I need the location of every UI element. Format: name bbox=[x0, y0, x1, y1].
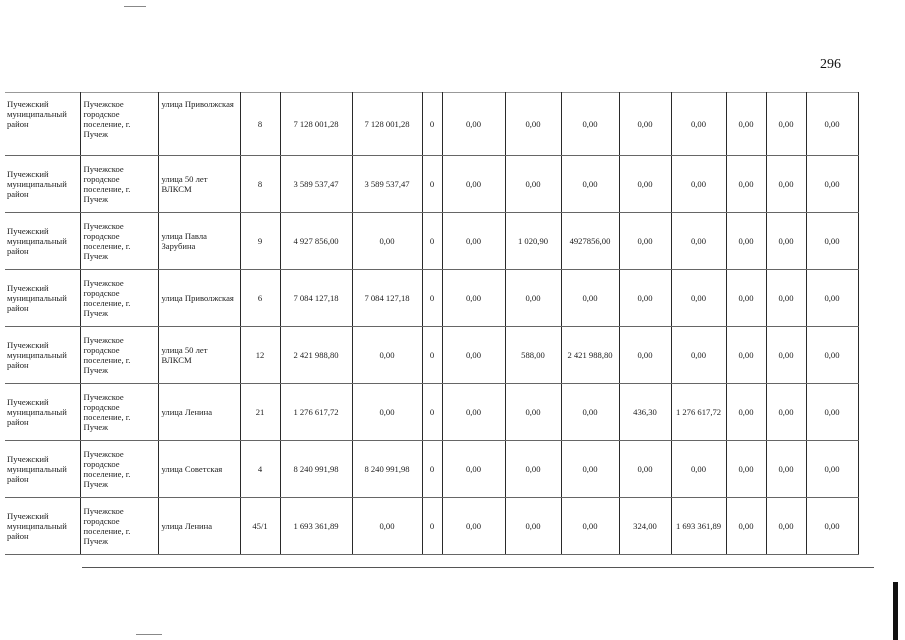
value-cell: 0,00 bbox=[561, 270, 619, 327]
settlement-cell: Пучежское городское поселение, г. Пучеж bbox=[80, 327, 158, 384]
value-cell: 0 bbox=[422, 384, 442, 441]
total-cost-cell: 1 693 361,89 bbox=[280, 498, 352, 555]
data-table bbox=[5, 92, 859, 555]
value-cell: 0,00 bbox=[442, 93, 505, 156]
district-cell: Пучежский муниципальный район bbox=[5, 270, 80, 327]
district-cell: Пучежский муниципальный район bbox=[5, 498, 80, 555]
settlement-cell: Пучежское городское поселение, г. Пучеж bbox=[80, 498, 158, 555]
table-row bbox=[5, 270, 858, 327]
table-row bbox=[5, 498, 858, 555]
street-cell: улица Ленина bbox=[158, 498, 240, 555]
value-cell: 0,00 bbox=[505, 441, 561, 498]
value-cell: 1 693 361,89 bbox=[671, 498, 726, 555]
value-cell: 0,00 bbox=[726, 441, 766, 498]
value-cell: 0,00 bbox=[766, 327, 806, 384]
street-cell: улица Ленина bbox=[158, 384, 240, 441]
settlement-cell: Пучежское городское поселение, г. Пучеж bbox=[80, 213, 158, 270]
value-cell: 0,00 bbox=[806, 93, 858, 156]
total-cost-cell: 2 421 988,80 bbox=[280, 327, 352, 384]
settlement-cell: Пучежское городское поселение, г. Пучеж bbox=[80, 441, 158, 498]
value-cell: 0,00 bbox=[561, 498, 619, 555]
table-row bbox=[5, 441, 858, 498]
value-cell: 0 bbox=[422, 327, 442, 384]
value-cell: 0 bbox=[422, 156, 442, 213]
value-cell: 0,00 bbox=[726, 93, 766, 156]
value-cell: 0,00 bbox=[806, 213, 858, 270]
value-cell: 0,00 bbox=[766, 156, 806, 213]
value-cell: 0,00 bbox=[806, 156, 858, 213]
value-cell: 7 128 001,28 bbox=[352, 93, 422, 156]
value-cell: 0,00 bbox=[766, 441, 806, 498]
value-cell: 0,00 bbox=[561, 93, 619, 156]
table-row bbox=[5, 327, 858, 384]
house-number-cell: 9 bbox=[240, 213, 280, 270]
district-cell: Пучежский муниципальный район bbox=[5, 384, 80, 441]
table-row bbox=[5, 213, 858, 270]
total-cost-cell: 7 128 001,28 bbox=[280, 93, 352, 156]
district-cell: Пучежский муниципальный район bbox=[5, 327, 80, 384]
value-cell: 1 276 617,72 bbox=[671, 384, 726, 441]
value-cell: 0,00 bbox=[766, 498, 806, 555]
value-cell: 324,00 bbox=[619, 498, 671, 555]
house-number-cell: 4 bbox=[240, 441, 280, 498]
value-cell: 0,00 bbox=[671, 270, 726, 327]
street-cell: улица Приволжская bbox=[158, 93, 240, 156]
value-cell: 0,00 bbox=[671, 156, 726, 213]
house-number-cell: 8 bbox=[240, 93, 280, 156]
settlement-cell: Пучежское городское поселение, г. Пучеж bbox=[80, 93, 158, 156]
district-cell: Пучежский муниципальный район bbox=[5, 156, 80, 213]
value-cell: 0,00 bbox=[505, 156, 561, 213]
value-cell: 436,30 bbox=[619, 384, 671, 441]
house-number-cell: 8 bbox=[240, 156, 280, 213]
value-cell: 0 bbox=[422, 441, 442, 498]
value-cell: 0,00 bbox=[619, 441, 671, 498]
house-number-cell: 21 bbox=[240, 384, 280, 441]
value-cell: 0,00 bbox=[806, 327, 858, 384]
table-body bbox=[5, 93, 858, 555]
value-cell: 0,00 bbox=[766, 213, 806, 270]
total-cost-cell: 1 276 617,72 bbox=[280, 384, 352, 441]
value-cell: 0,00 bbox=[561, 156, 619, 213]
value-cell: 0,00 bbox=[442, 156, 505, 213]
value-cell: 0,00 bbox=[806, 441, 858, 498]
value-cell: 0,00 bbox=[442, 441, 505, 498]
value-cell: 0,00 bbox=[726, 327, 766, 384]
value-cell: 0,00 bbox=[671, 213, 726, 270]
value-cell: 0,00 bbox=[726, 156, 766, 213]
value-cell: 0,00 bbox=[766, 384, 806, 441]
value-cell: 0,00 bbox=[671, 441, 726, 498]
street-cell: улица Павла Зарубина bbox=[158, 213, 240, 270]
district-cell: Пучежский муниципальный район bbox=[5, 93, 80, 156]
total-cost-cell: 4 927 856,00 bbox=[280, 213, 352, 270]
table-row bbox=[5, 93, 858, 156]
value-cell: 1 020,90 bbox=[505, 213, 561, 270]
value-cell: 3 589 537,47 bbox=[352, 156, 422, 213]
value-cell: 0 bbox=[422, 270, 442, 327]
value-cell: 2 421 988,80 bbox=[561, 327, 619, 384]
value-cell: 0,00 bbox=[671, 327, 726, 384]
district-cell: Пучежский муниципальный район bbox=[5, 213, 80, 270]
value-cell: 0,00 bbox=[442, 498, 505, 555]
value-cell: 0,00 bbox=[726, 498, 766, 555]
value-cell: 0,00 bbox=[442, 270, 505, 327]
value-cell: 0 bbox=[422, 498, 442, 555]
street-cell: улица Советская bbox=[158, 441, 240, 498]
value-cell: 0,00 bbox=[442, 327, 505, 384]
value-cell: 0,00 bbox=[726, 384, 766, 441]
value-cell: 0,00 bbox=[726, 213, 766, 270]
value-cell: 0 bbox=[422, 93, 442, 156]
value-cell: 0,00 bbox=[442, 213, 505, 270]
table-row bbox=[5, 384, 858, 441]
value-cell: 0,00 bbox=[806, 270, 858, 327]
house-number-cell: 12 bbox=[240, 327, 280, 384]
settlement-cell: Пучежское городское поселение, г. Пучеж bbox=[80, 156, 158, 213]
street-cell: улица 50 лет ВЛКСМ bbox=[158, 156, 240, 213]
value-cell: 0,00 bbox=[442, 384, 505, 441]
house-number-cell: 45/1 bbox=[240, 498, 280, 555]
value-cell: 0,00 bbox=[766, 270, 806, 327]
value-cell: 0,00 bbox=[505, 384, 561, 441]
total-cost-cell: 7 084 127,18 bbox=[280, 270, 352, 327]
settlement-cell: Пучежское городское поселение, г. Пучеж bbox=[80, 270, 158, 327]
value-cell: 0,00 bbox=[619, 270, 671, 327]
district-cell: Пучежский муниципальный район bbox=[5, 441, 80, 498]
value-cell: 0,00 bbox=[352, 384, 422, 441]
value-cell: 7 084 127,18 bbox=[352, 270, 422, 327]
house-number-cell: 6 bbox=[240, 270, 280, 327]
page-number: 296 bbox=[820, 57, 841, 72]
value-cell: 0,00 bbox=[619, 93, 671, 156]
value-cell: 0,00 bbox=[806, 498, 858, 555]
street-cell: улица Приволжская bbox=[158, 270, 240, 327]
total-cost-cell: 8 240 991,98 bbox=[280, 441, 352, 498]
scan-mark-top bbox=[124, 6, 146, 7]
value-cell: 0,00 bbox=[505, 270, 561, 327]
settlement-cell: Пучежское городское поселение, г. Пучеж bbox=[80, 384, 158, 441]
scan-edge-bar bbox=[893, 582, 898, 640]
value-cell: 0,00 bbox=[671, 93, 726, 156]
value-cell: 0,00 bbox=[619, 327, 671, 384]
table-bottom-rule bbox=[82, 567, 874, 568]
value-cell: 0,00 bbox=[561, 441, 619, 498]
value-cell: 588,00 bbox=[505, 327, 561, 384]
value-cell: 0,00 bbox=[619, 156, 671, 213]
value-cell: 0,00 bbox=[352, 213, 422, 270]
value-cell: 4927856,00 bbox=[561, 213, 619, 270]
value-cell: 0,00 bbox=[505, 498, 561, 555]
value-cell: 0,00 bbox=[505, 93, 561, 156]
value-cell: 8 240 991,98 bbox=[352, 441, 422, 498]
table-row bbox=[5, 156, 858, 213]
value-cell: 0,00 bbox=[619, 213, 671, 270]
value-cell: 0,00 bbox=[352, 498, 422, 555]
value-cell: 0,00 bbox=[806, 384, 858, 441]
value-cell: 0,00 bbox=[726, 270, 766, 327]
value-cell: 0,00 bbox=[352, 327, 422, 384]
total-cost-cell: 3 589 537,47 bbox=[280, 156, 352, 213]
value-cell: 0,00 bbox=[561, 384, 619, 441]
value-cell: 0,00 bbox=[766, 93, 806, 156]
street-cell: улица 50 лет ВЛКСМ bbox=[158, 327, 240, 384]
scan-mark-bottom bbox=[136, 634, 162, 635]
value-cell: 0 bbox=[422, 213, 442, 270]
